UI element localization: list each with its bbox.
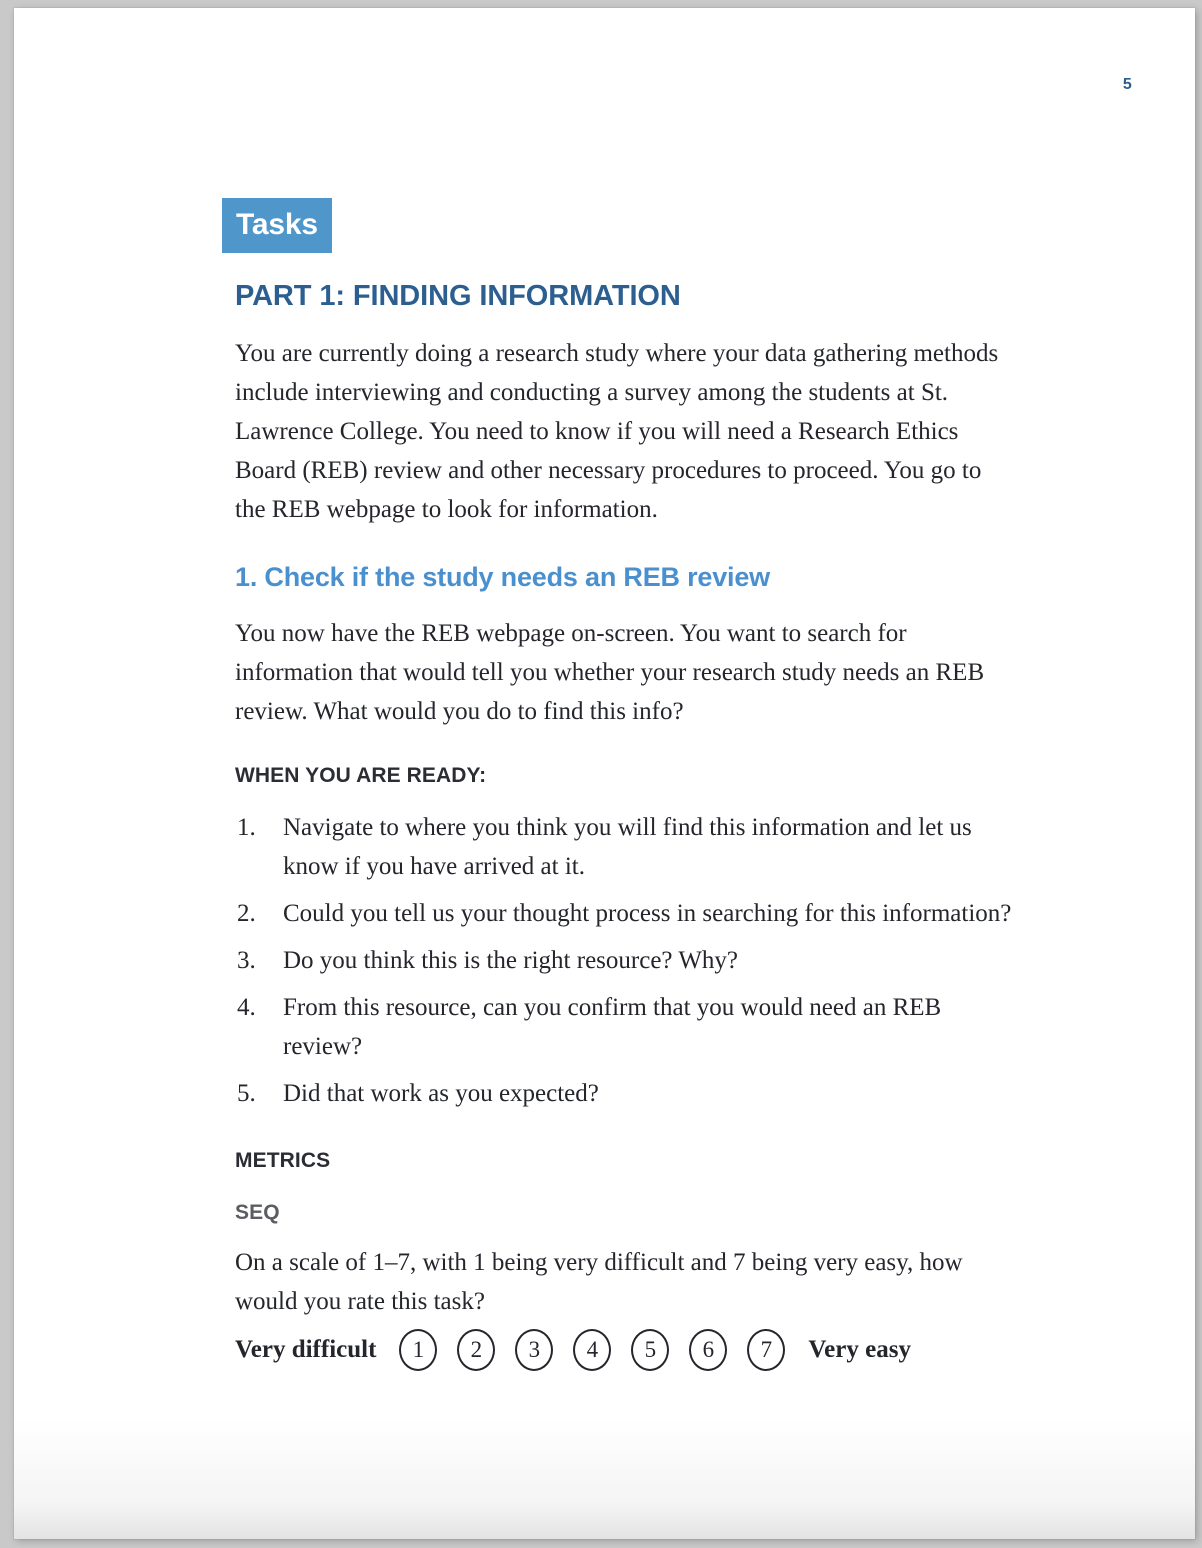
step-number: 2. — [237, 900, 256, 927]
scale-option-6[interactable]: 6 — [689, 1329, 727, 1371]
step-text: Navigate to where you think you will find this information and let us know if you have arrived at it. — [283, 814, 972, 880]
scale-option-5[interactable]: 5 — [631, 1329, 669, 1371]
step-number: 5. — [237, 1080, 256, 1107]
scale-option-1[interactable]: 1 — [399, 1329, 437, 1371]
page-number: 5 — [1122, 76, 1132, 93]
step-text: From this resource, can you confirm that you would need an REB review? — [283, 994, 942, 1060]
section-badge-wrapper — [222, 198, 1012, 253]
seq-rating-scale — [235, 1329, 1012, 1371]
section-badge-tasks: Tasks — [222, 198, 332, 253]
scale-options — [389, 1329, 795, 1371]
metrics-heading: METRICS — [235, 1149, 331, 1172]
task-steps-list — [235, 808, 1012, 1113]
list-item — [235, 894, 1012, 933]
document-page — [14, 8, 1195, 1539]
scale-option-2[interactable]: 2 — [457, 1329, 495, 1371]
list-item — [235, 1074, 1012, 1113]
step-number: 4. — [237, 994, 256, 1021]
when-ready-label: WHEN YOU ARE READY: — [235, 764, 487, 787]
scale-left-label: Very difficult — [235, 1336, 377, 1363]
seq-label: SEQ — [235, 1201, 280, 1224]
part-heading: PART 1: FINDING INFORMATION — [235, 280, 681, 312]
scale-option-7[interactable]: 7 — [747, 1329, 785, 1371]
scale-right-label: Very easy — [808, 1336, 911, 1363]
page-content — [222, 198, 1012, 1371]
step-number: 1. — [237, 814, 256, 841]
page-bottom-fade — [14, 1419, 1195, 1539]
step-text: Could you tell us your thought process in searching for this information? — [283, 900, 1012, 927]
task-heading: 1. Check if the study needs an REB review — [235, 562, 770, 592]
list-item — [235, 988, 1012, 1066]
step-text: Did that work as you expected? — [283, 1080, 599, 1107]
task-intro-paragraph: You now have the REB webpage on-screen. You want to search for information that would tell you whether your research study needs an REB review. What would you do to find this info? — [235, 620, 985, 725]
scale-option-4[interactable]: 4 — [573, 1329, 611, 1371]
step-number: 3. — [237, 947, 256, 974]
list-item — [235, 808, 1012, 886]
step-text: Do you think this is the right resource? Why? — [283, 947, 739, 974]
scenario-paragraph: You are currently doing a research study where your data gathering methods include interviewing and conducting a survey among the students at St. Lawrence College. You need to know if you will need a Research Ethics Board (REB) review and other necessary procedures to proceed. You go to the REB webpage to look for information. — [235, 340, 999, 523]
seq-question: On a scale of 1–7, with 1 being very difficult and 7 being very easy, how would you rate this task? — [235, 1249, 963, 1315]
list-item — [235, 941, 1012, 980]
scale-option-3[interactable]: 3 — [515, 1329, 553, 1371]
